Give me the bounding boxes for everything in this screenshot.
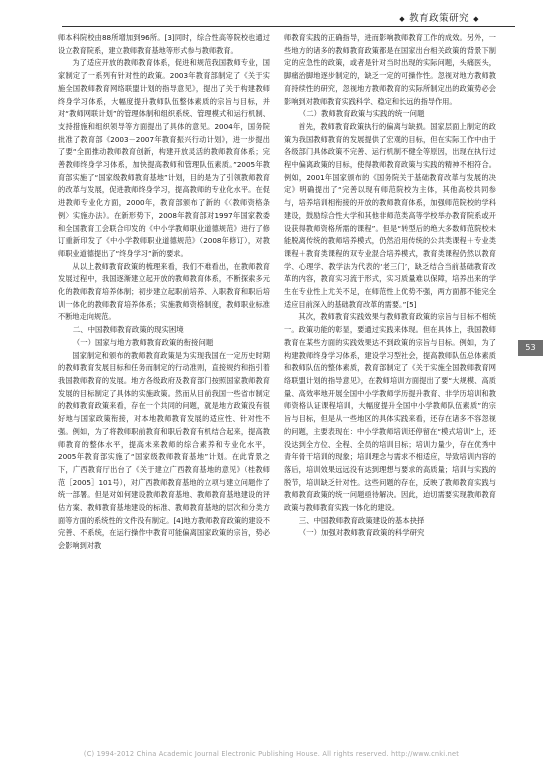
- paragraph: 国家制定和颁布的教师教育政策是为实现我国在一定历史时期的教师教育发展目标和任务而制定的行动准则，直接规约和指引着我国教师教育的发展。地方各级政府及教育部门按照国家教师教育发展的目标制定了具体的实施政策。然而从目前我国一些省市制定的教师教育政策来看，存在一个共同的问题，就是地方政策没有很好地与国家政策衔接，对本地教师教育发展的适应性、针对性不强。例如，为了将教师职前教育和职后教育有机结合起来，提高教师教育的整体水平，提高未来教师的综合素养和专业化水平，2005年教育部实施了“国家级教师教育基地”计划。在此背景之下，广西教育厅出台了《关于建立广西教育基地的意见》（桂教师范［2005］101号），对广西教师教育基地的立项与建立问题作了统一部署。但是对如何建设教师教育基地、教师教育基地建设的评估方案、教师教育基地建设的标准、教师教育基地的层次和分类方面等方面的系统性的文件没有制定。[4]地方教师教育政策的建设不完善、不系统，在运行操作中教育可能偏离国家政策的宗旨，势必会影响到对教: [58, 350, 270, 551]
- paragraph: 师本科院校由88所增加到96所。[3]同时，综合性高等院校也通过设立教育院系，建立教师教育基地等形式参与教师教育。: [58, 33, 270, 55]
- paragraph: 首先，教师教育政策执行的偏离与缺损。国家层面上制定的政策为我国教师教育的发展提供了宏观的目标，但在实际工作中由于各级部门具体政策不完善、运行机制不健全等原因，出现在执行过程中偏离政策的目标，使得教师教育政策与实践的精神不相符合。例如，2001年国家颁布的《国务院关于基础教育改革与发展的决定》明确提出了“完善以现有师范院校为主体，其他高校共同参与，培养培训相衔接的开放的教师教育体系，加强师范院校的学科建设，鼓励综合性大学和其他非师范类高等学校举办教育院系或开设获得教师资格所需的课程”。但是“转型后的绝大多数师范院校未能脱离传统的教师培养模式，仍然沿用传统的公共类课程＋专业类课程＋教育类课程的双专业混合培养模式，教育类课程仍然以教育学、心理学、教学法为代表的‘老三门’，缺乏结合当前基础教育改革的内容，教育实习流于形式，实习质量难以保障，培养出来的学生在专业性上尤关不足，在师范性上优势不强，两方面都不能完全适应目前深入的基础教育改革的需要。”[5]: [284, 121, 496, 309]
- section-heading: 三、中国教师教育政策建设的基本抉择: [298, 515, 425, 525]
- right-column: [284, 32, 496, 722]
- page-number-tab: 53: [518, 340, 543, 356]
- left-column: [58, 32, 270, 722]
- subsection-heading: （一）加强对教师教育政策的科学研究: [298, 528, 425, 538]
- header-rule: [62, 26, 515, 27]
- journal-title: ◆ 教育政策研究 ◆: [399, 10, 479, 24]
- paragraph: 为了适应开放的教师教育体系，促进和规范我国教师专业，国家制定了一系列有针对性的政策。2003年教育部制定了《关于实施全国教师教育网络联盟计划的指导意见》，提出了关于构建教师终身学习体系，大幅度提升教师队伍整体素质的宗旨与目标，并对“教师网联计划”的管理体制和组织系统、管理模式和运行机制、支持措施和组织领导等方面提出了具体的意见。2004年，国务院批准了教育部《2003－2007年教育振兴行动计划》，进一步提出了要“全面推动教师教育创新，构建开放灵活的教师教育体系；完善教师终身学习体系，加快提高教师和管理队伍素质。”2005年教育部实施了“国家级教师教育基地”计划，目的是为了引领教师教育的改革与发展，促进教师终身学习，提高教师的专业化水平。在促进教师专业化方面，2000年，教育部颁布了新的《〈教师资格条例〉实施办法》。在新形势下，2008年教育部对1997年国家教委和全国教育工会联合印发的《中小学教师职业道德规范》进行了修订重新印发了《中小学教师职业道德规范》（2008年修订），对教师职业道德提出了“终身学习”新的要求。: [58, 58, 270, 258]
- running-header: [0, 8, 543, 28]
- copyright-footer: (C) 1994-2012 China Academic Journal Electronic Publishing House. All rights reserved. http://www.cnki.net: [83, 750, 460, 758]
- paragraph: 师教育实践的正确指导，进而影响教师教育工作的成效。另外，一些地方的诸多的教师教育政策都是在国家出台相关政策的背景下制定的应急性的政策，或者是针对当时出现的实际问题，头痛医头，脚痛治脚地逐步制定的，缺乏一定的可操作性。忽视对地方教师教育持续性的研究，忽视地方教师教育的实际所制定出的政策势必会影响到对教师教育实践科学、稳定和长远的指导作用。: [284, 33, 496, 106]
- paragraph: 其次，教师教育实践效果与教师教育政策的宗旨与目标不相统一。政策功能的彰显，要通过实践来体现。但在具体上，我国教师教育在某些方面的实践效果达不到政策的宗旨与目标。例如，为了构建教师终身学习体系，建设学习型社会，提高教师队伍总体素质和教师队伍的整体素质，教育部制定了《关于实施全国教师教育网络联盟计划的指导意见》，在教师培训方面提出了要“大规模、高质量、高效率地开展全国中小学教师学历提升教育、非学历培训和教师资格认证课程培训，大幅度提升全国中小学教师队伍素质”的宗旨与目标，但是从一些地区的具体实践来看，还存在诸多不容忽视的问题，主要表现在：中小学教师培训还停留在“模式培训”上，还没达到全方位、全程、全员的培训目标；培训力量少，存在优秀中青年骨干培训的现象；培训理念与需求不相适应，导致培训内容的落后，培训效果远远没有达到理想与要求的高质量；培训与实践的脱节，培训缺乏针对性。这些问题的存在，反映了教师教育实践与教师教育政策的统一问题亟待解决。因此，迫切需要实现教师教育政策与教师教育实践一体化的建设。: [284, 312, 496, 513]
- section-heading: 二、中国教师教育政策的现实困境: [72, 325, 184, 335]
- subsection-heading: （二）教师教育政策与实践的统一问题: [298, 109, 425, 119]
- subsection-heading: （一）国家与地方教师教育政策的衔接问题: [72, 337, 214, 347]
- paragraph: 从以上教师教育政策的梳理来看，我们不难看出，在教师教育发展过程中，我国逐渐建立起开放的教师教育体系，不断探索多元化的教师教育培养体制；初步建立起职前培养、入职教育和职后培训一体化的教师教育培养体系；实施教师资格制度，教师职业标准不断地走向规范。: [58, 261, 270, 322]
